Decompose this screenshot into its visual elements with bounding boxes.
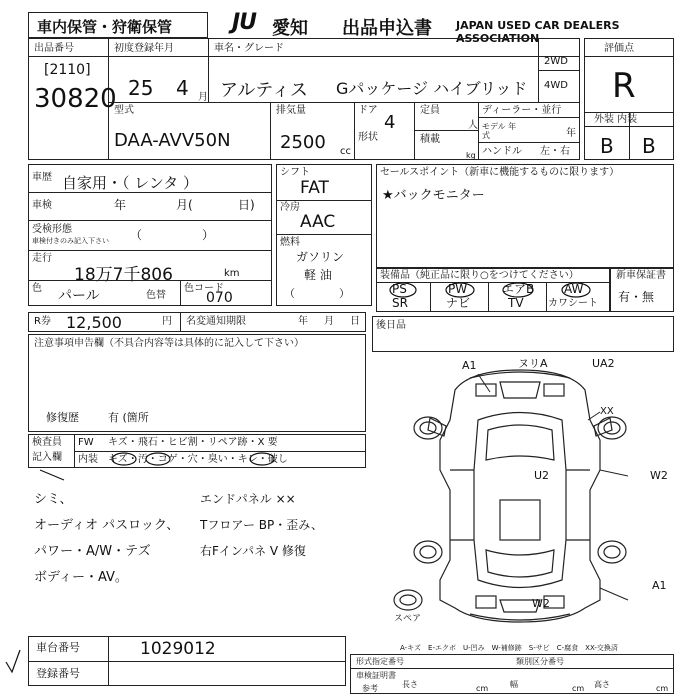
equip-tv: TV	[508, 296, 524, 310]
damage-legend: A-キズ E-エクボ U-凹み W-補修跡 S-サビ C-腐食 XX-交換済	[400, 644, 618, 652]
notes-title: 注意事項申告欄（不具合内容等は具体的に記入して下さい）	[34, 338, 304, 349]
model-year-unit: 年	[566, 128, 576, 139]
color-code-value: 070	[206, 290, 233, 306]
load-label: 積載	[420, 134, 440, 145]
note-line-2: オーディオ パスロック、	[34, 518, 180, 533]
length-unit: cm	[476, 684, 489, 693]
dealer-label: ディーラー・並行	[482, 105, 562, 116]
model-label: 型式	[114, 105, 134, 116]
diagram-mark-w2-rear: W2	[532, 597, 550, 610]
inspection-month: 月(	[176, 198, 193, 212]
note-right-3: 右Fインパネ V 修復	[200, 544, 306, 558]
registration-month: 4	[176, 76, 189, 100]
inspection-year: 年	[114, 198, 127, 212]
note-line-3: パワー・A/W・テズ	[34, 544, 151, 559]
equip-sr: SR	[392, 296, 408, 310]
fuel-diesel: 軽 油	[304, 268, 332, 282]
name-change-year: 年	[298, 316, 308, 327]
handle-options: 左・右	[540, 146, 570, 157]
class-spec-label: 類別区分番号	[516, 657, 564, 666]
handle-label: ハンドル	[482, 146, 522, 157]
check-label-1: 検査員	[32, 437, 62, 448]
car-grade: Gパッケージ ハイブリッド	[336, 79, 528, 98]
form-title: 出品申込書	[342, 18, 432, 39]
length-label: 長さ	[402, 680, 418, 689]
warranty-value: 有・無	[618, 290, 655, 304]
model-year-label: モデル 年式	[482, 122, 517, 140]
mileage-label: 走行	[32, 253, 52, 264]
name-change-month: 月	[324, 316, 334, 327]
reg-number-label: 登録番号	[36, 667, 80, 680]
displacement-value: 2500	[280, 132, 326, 153]
note-right-1: エンドパネル ××	[200, 492, 296, 506]
later-date-label: 後日品	[376, 320, 406, 331]
diagram-mark-a1-top: A1	[462, 359, 477, 372]
registration-month-unit: 月	[198, 92, 208, 103]
note-line-4: ボディー・AV。	[34, 570, 128, 585]
equipment-label: 装備品（純正品に限り○をつけてください）	[380, 270, 579, 281]
history-label: 車歴	[32, 172, 52, 183]
mileage-value: 18万7千806	[74, 265, 173, 285]
note-line-1: シミ、	[34, 492, 73, 507]
repair-label: 修復歴	[46, 411, 79, 424]
displacement-unit: cc	[340, 146, 351, 157]
shift-label: シフト	[280, 167, 310, 178]
doors-label: ドア	[358, 105, 378, 116]
sales-point-value: ★バックモニター	[382, 188, 485, 203]
capacity-unit: 人	[468, 120, 478, 131]
chassis-label: 車台番号	[36, 641, 80, 654]
model-value: DAA-AVV50N	[114, 130, 231, 151]
inspection-label: 車検	[32, 200, 52, 211]
ju-logo: JU	[232, 10, 257, 35]
inspection-day: 日)	[238, 198, 255, 212]
cooling-value: AAC	[300, 212, 336, 232]
sales-point-label: セールスポイント（新車に機能するものに限ります）	[380, 167, 620, 178]
fuel-paren: （ ）	[284, 287, 350, 300]
check-label-2: 記入欄	[32, 452, 62, 463]
repair-value: 有 (箇所	[108, 411, 149, 424]
fuel-label: 燃料	[280, 237, 300, 248]
lot-number: 30820	[34, 84, 117, 114]
equip-aw: AW	[564, 282, 584, 296]
width-unit: cm	[572, 684, 585, 693]
height-unit: cm	[656, 684, 669, 693]
note-right-2: Tフロアー BP・歪み、	[200, 518, 323, 532]
diagram-mark-ua2: UA2	[592, 357, 615, 370]
reg-cert-label: 車検証明書	[356, 671, 396, 680]
name-change-day: 日	[350, 316, 360, 327]
shape-label: 形状	[358, 132, 378, 143]
diagram-mark-u2: U2	[534, 469, 550, 482]
lot-code: [2110]	[44, 62, 91, 78]
equip-navi: ナビ	[446, 296, 471, 310]
equip-seat: カワシート	[548, 298, 598, 309]
width-label: 幅	[510, 680, 518, 689]
lot-label: 出品番号	[34, 43, 74, 54]
receive-paren: （ ）	[130, 228, 215, 242]
exterior-grade: B	[600, 134, 614, 158]
association-name: JAPAN USED CAR DEALERS ASSOCIATION	[456, 19, 620, 45]
equip-airbag: エアB	[502, 282, 535, 296]
capacity-label: 定員	[420, 105, 440, 116]
receive-sub: 車検付きのみ記入下さい	[32, 237, 109, 245]
storage-tag-text: 車内保管・狩衛保管	[37, 18, 173, 36]
fuel-gas: ガソリン	[296, 250, 345, 264]
check-interior-items: キズ・汚・コゲ・穴・臭い・キレ・破し	[108, 454, 288, 465]
height-label: 高さ	[594, 680, 610, 689]
recycle-unit: 円	[162, 316, 172, 327]
chassis-number: 1029012	[140, 639, 216, 659]
warranty-label: 新車保証書	[616, 270, 666, 281]
drive-2wd: 2WD	[544, 56, 568, 67]
car-name-label: 車名・グレード	[214, 43, 284, 54]
color-code-label: 色コード	[184, 283, 224, 294]
ext-int-label: 外装 内装	[594, 114, 638, 125]
car-name: アルティス	[220, 80, 308, 101]
name-change-label: 名変通知期限	[186, 316, 246, 327]
check-interior: 内装	[78, 454, 98, 465]
check-fw-items: キズ・飛石・ヒビ割・リペア跡・X 要	[108, 437, 278, 448]
model-spec-label: 形式指定番号	[356, 657, 404, 666]
doors-value: 4	[384, 112, 396, 133]
diagram-mark-w2-side: W2	[650, 469, 668, 482]
registration-year: 25	[128, 76, 154, 100]
color-value: パール	[58, 288, 100, 304]
region-name: 愛知	[272, 18, 308, 39]
diagram-mark-nuri: ヌリA	[518, 357, 548, 370]
color-change-label: 色替	[146, 290, 166, 301]
rating-label: 評価点	[604, 43, 634, 54]
interior-grade: B	[642, 134, 656, 158]
mileage-unit: km	[224, 268, 240, 279]
load-unit: kg	[466, 151, 476, 160]
diagram-mark-a1-rear: A1	[652, 579, 667, 592]
check-fw: FW	[78, 437, 94, 448]
equip-pw: PW	[448, 282, 468, 296]
ref-label: 参考	[362, 684, 378, 693]
registration-label: 初度登録年月	[114, 43, 174, 54]
color-label: 色	[32, 283, 42, 294]
recycle-value: 12,500	[66, 313, 122, 332]
history-value: 自家用・（ レンタ ）	[62, 174, 199, 192]
drive-4wd: 4WD	[544, 80, 568, 91]
rating-value: R	[612, 66, 636, 106]
receive-label: 受検形態	[32, 224, 72, 235]
diagram-mark-xx: XX	[600, 406, 614, 417]
equip-ps: PS	[392, 282, 407, 296]
recycle-label: R券	[34, 316, 51, 327]
cooling-label: 冷房	[280, 202, 300, 213]
spare-label: スペア	[394, 614, 422, 624]
displacement-label: 排気量	[276, 105, 306, 116]
shift-value: FAT	[300, 178, 329, 198]
